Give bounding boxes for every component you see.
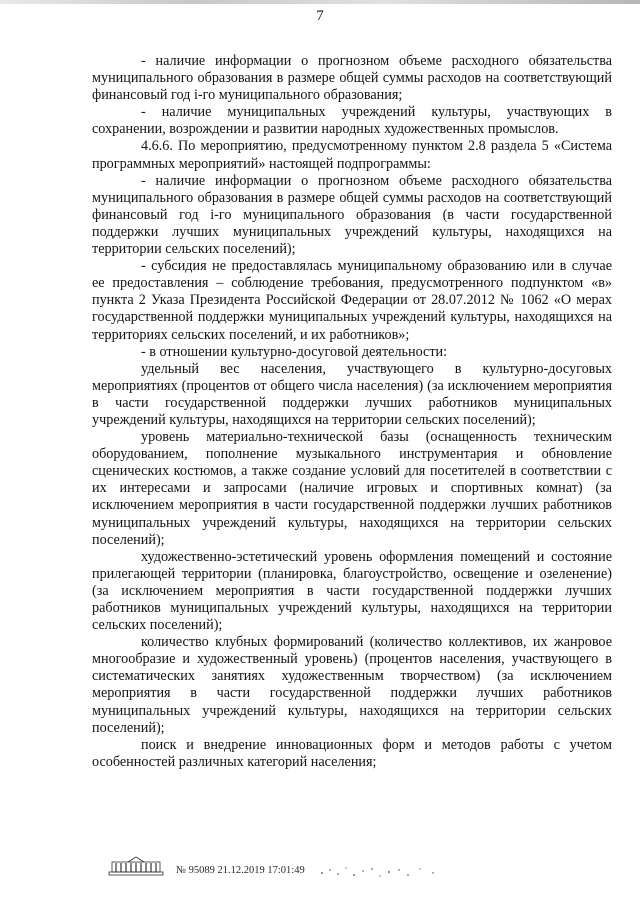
page-number: 7 — [316, 8, 324, 24]
paragraph: 4.6.6. По мероприятию, предусмотренному пунктом 2.8 раздела 5 «Система программных мероприятий» настоящей подпрограммы: — [92, 138, 612, 172]
government-building-icon — [108, 856, 164, 876]
paragraph: - наличие муниципальных учреждений культуры, участвующих в сохранении, возрождении и развитии народных художественных промыслов. — [92, 104, 612, 138]
document-body — [92, 53, 612, 771]
paragraph: - наличие информации о прогнозном объеме расходного обязательства муниципального образования в размере общей суммы расходов на соответствующий финансовый год i-го муниципального образования (в части государственной поддержки лучших муниципальных учреждений культуры, находящихся на территории сельских поселений); — [92, 172, 612, 258]
paragraph: - субсидия не предоставлялась муниципальному образованию или в случае ее предоставления – соблюдение требования, предусмотренного подпунктом «в» пункта 2 Указа Президента Российской Федерации от 28.07.2012 № 1062 «О мерах государственной поддержки муниципальных учреждений культуры, находящихся на территориях сельских поселений, и их работников»; — [92, 258, 612, 343]
document-footer — [0, 850, 640, 905]
scan-noise-marks — [316, 859, 446, 883]
paragraph: - в отношении культурно-досуговой деятельности: — [141, 343, 448, 360]
paragraph: - наличие информации о прогнозном объеме расходного обязательства муниципального образования в размере общей суммы расходов на соответствующий финансовый год i-го муниципального образования; — [92, 53, 612, 104]
paragraph: поиск и внедрение инновационных форм и методов работы с учетом особенностей различных категорий населения; — [92, 736, 612, 770]
paragraph: количество клубных формирований (количество коллективов, их жанровое многообразие и художественный уровень) (процентов населения, участвующего в систематических занятиях художественным творчеством) (за исключением мероприятия в части государственной поддержки лучших работников муниципальных учреждений культуры, находящихся на территории сельских поселений); — [92, 634, 612, 736]
scan-top-edge — [0, 0, 640, 4]
paragraph: художественно-эстетический уровень оформления помещений и состояние прилегающей территории (планировка, благоустройство, освещение и озеленение) (за исключением мероприятия в части государственной поддержки лучших работников муниципальных учреждений культуры, находящихся на территории сельских поселений); — [92, 548, 612, 634]
registration-stamp: № 95089 21.12.2019 17:01:49 — [176, 865, 305, 876]
paragraph: удельный вес населения, участвующего в культурно-досуговых мероприятиях (процентов от общего числа населения) (за исключением мероприятия в части государственной поддержки лучших работников муниципальных учреждений культуры, находящихся на территории сельских поселений); — [92, 360, 612, 428]
paragraph: уровень материально-технической базы (оснащенность техническим оборудованием, пополнение музыкального инструментария и обновление сценических костюмов, а также создание условий для посетителей в соответствии с их интересами и запросами (наличие игровых и спортивных комнат) (за исключением мероприятия в части государственной поддержки лучших работников муниципальных учреждений культуры, находящихся на территории сельских поселений); — [92, 429, 612, 548]
